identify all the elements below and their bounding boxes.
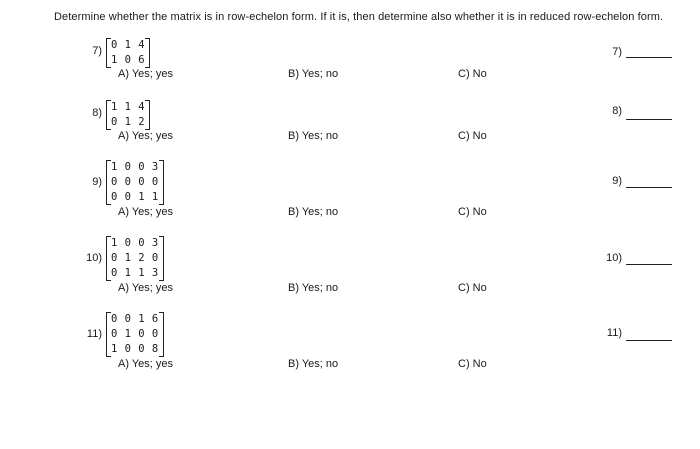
answer-label: 9) (612, 175, 622, 187)
matrix-row: 1 1 4 (111, 101, 146, 113)
answer-blank[interactable] (626, 264, 672, 265)
choice-a[interactable]: A) Yes; yes (118, 206, 174, 218)
problem-number: 9) (92, 176, 102, 188)
answer-blank[interactable] (626, 119, 672, 120)
choice-b[interactable]: B) Yes; no (288, 358, 339, 370)
matrix (106, 100, 150, 130)
answer-label: 8) (612, 105, 622, 117)
problem-number: 7) (92, 45, 102, 57)
instructions-text: Determine whether the matrix is in row-echelon form. If it is, then determine also whether it is in reduced row-echelon form. (54, 11, 664, 23)
answer-blank[interactable] (626, 57, 672, 58)
matrix-row: 0 0 0 0 (111, 176, 159, 188)
answer-label: 7) (612, 46, 622, 58)
matrix (106, 236, 164, 281)
problem-number: 11) (86, 328, 102, 340)
choice-a[interactable]: A) Yes; yes (118, 130, 174, 142)
answer-label: 11) (606, 327, 622, 339)
choice-c[interactable]: C) No (458, 68, 487, 80)
choice-c[interactable]: C) No (458, 130, 487, 142)
choice-b[interactable]: B) Yes; no (288, 206, 339, 218)
choice-b[interactable]: B) Yes; no (288, 282, 339, 294)
matrix-row: 0 1 2 0 (111, 252, 159, 264)
matrix-row: 0 1 4 (111, 39, 146, 51)
answer-blank[interactable] (626, 187, 672, 188)
matrix (106, 160, 164, 205)
choice-a[interactable]: A) Yes; yes (118, 282, 174, 294)
matrix-row: 0 0 1 1 (111, 191, 159, 203)
matrix-row: 1 0 0 3 (111, 161, 159, 173)
choice-b[interactable]: B) Yes; no (288, 68, 339, 80)
answer-label: 10) (606, 252, 622, 264)
choice-b[interactable]: B) Yes; no (288, 130, 339, 142)
choice-c[interactable]: C) No (458, 206, 487, 218)
matrix-row: 1 0 0 8 (111, 343, 159, 355)
choice-c[interactable]: C) No (458, 358, 487, 370)
matrix-row: 1 0 6 (111, 54, 146, 66)
choice-a[interactable]: A) Yes; yes (118, 358, 174, 370)
matrix (106, 38, 150, 68)
problem-number: 8) (92, 107, 102, 119)
matrix-row: 1 0 0 3 (111, 237, 159, 249)
matrix-row: 0 0 1 6 (111, 313, 159, 325)
choice-c[interactable]: C) No (458, 282, 487, 294)
matrix-row: 0 1 0 0 (111, 328, 159, 340)
problem-number: 10) (86, 252, 102, 264)
matrix (106, 312, 164, 357)
answer-blank[interactable] (626, 340, 672, 341)
matrix-row: 0 1 1 3 (111, 267, 159, 279)
choice-a[interactable]: A) Yes; yes (118, 68, 174, 80)
matrix-row: 0 1 2 (111, 116, 146, 128)
